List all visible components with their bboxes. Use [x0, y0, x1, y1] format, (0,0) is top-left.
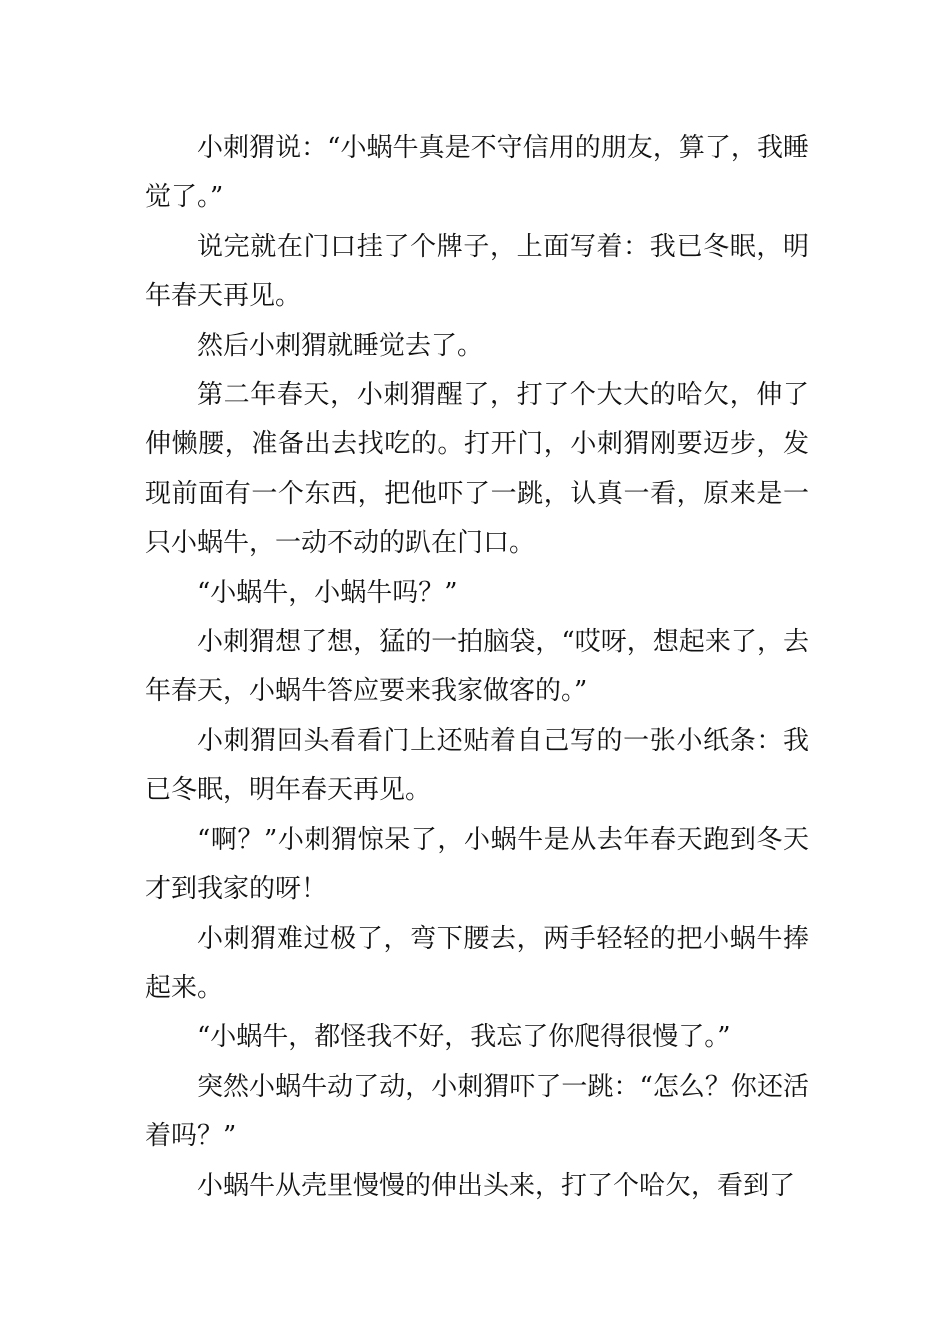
paragraph: 第二年春天，小刺猬醒了，打了个大大的哈欠，伸了伸懒腰，准备出去找吃的。打开门，小刺猬刚要迈步，发现前面有一个东西，把他吓了一跳，认真一看，原来是一只小蜗牛，一动不动的趴在门口。	[145, 380, 809, 559]
paragraph: “啊？”小刺猬惊呆了，小蜗牛是从去年春天跑到冬天才到我家的呀！	[145, 824, 809, 905]
paragraph: 小刺猬说：“小蜗牛真是不守信用的朋友，算了，我睡觉了。”	[145, 133, 809, 213]
paragraph: 然后小刺猬就睡觉去了。	[197, 330, 484, 361]
paragraph: 突然小蜗牛动了动，小刺猬吓了一跳：“怎么？你还活着吗？”	[145, 1071, 809, 1152]
paragraph: 小刺猬想了想，猛的一拍脑袋，“哎呀，想起来了，去年春天，小蜗牛答应要来我家做客的。”	[145, 627, 809, 707]
story-text	[145, 124, 809, 1211]
paragraph: “小蜗牛，都怪我不好，我忘了你爬得很慢了。”	[197, 1022, 731, 1053]
paragraph: 小刺猬难过极了，弯下腰去，两手轻轻的把小蜗牛捧起来。	[145, 923, 809, 1003]
paragraph: 说完就在门口挂了个牌子，上面写着：我已冬眠，明年春天再见。	[145, 231, 809, 312]
paragraph: 小蜗牛从壳里慢慢的伸出头来，打了个哈欠，看到了	[197, 1170, 796, 1201]
paragraph: 小刺猬回头看看门上还贴着自己写的一张小纸条：我已冬眠，明年春天再见。	[145, 725, 809, 806]
paragraph: “小蜗牛，小蜗牛吗？”	[197, 577, 458, 608]
